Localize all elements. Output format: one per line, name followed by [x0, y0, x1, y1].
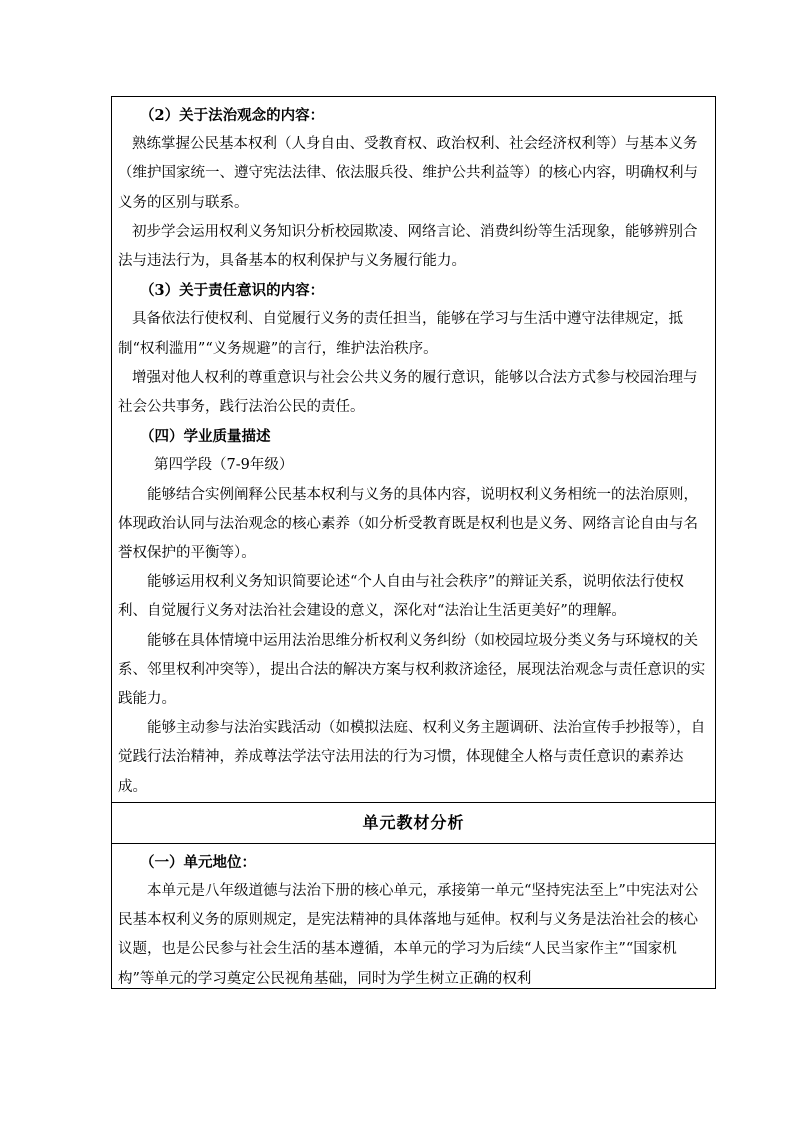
section-title: 单元教材分析 — [112, 802, 715, 843]
paragraph: 熟练掌握公民基本权利（人身自由、受教育权、政治权利、社会经济权利等）与基本义务（维护国家统一、遵守宪法法律、依法服兵役、维护公共利益等）的核心内容，明确权利与义务的区别与联系。 — [118, 136, 698, 211]
heading-legal-concept: （2）关于法治观念的内容： — [140, 107, 325, 124]
paragraph: 能够主动参与法治实践活动（如模拟法庭、权利义务主题调研、法治宣传手抄报等），自觉践行法治精神，养成尊法学法守法用法的行为习惯，体现健全人格与责任意识的素养达成。 — [118, 720, 706, 795]
document-table — [111, 96, 716, 989]
paragraph: 能够结合实例阐释公民基本权利与义务的具体内容，说明权利义务相统一的法治原则，体现政治认同与法治观念的核心素养（如分析受教育既是权利也是义务、网络言论自由与名誉权保护的平衡等）。 — [118, 486, 698, 562]
heading-responsibility: （3）关于责任意识的内容： — [140, 282, 325, 300]
paragraph: 能够在具体情境中运用法治思维分析权利义务纠纷（如校园垃圾分类义务与环境权的关系、邻里权利冲突等），提出合法的解决方案与权利救济途径，展现法治观念与责任意识的实践能力。 — [118, 632, 706, 708]
heading-unit-position: （一）单元地位： — [140, 853, 256, 871]
paragraph: 能够运用权利义务知识简要论述“个人自由与社会秩序”的辩证关系，说明依法行使权利、自觉履行义务对法治社会建设的意义，深化对“法治让生活更美好”的理解。 — [118, 574, 684, 620]
paragraph: 增强对他人权利的尊重意识与社会公共义务的履行意识，能够以合法方式参与校园治理与社会公共事务，践行法治公民的责任。 — [118, 369, 698, 416]
paragraph: 具备依法行使权利、自觉履行义务的责任担当，能够在学习与生活中遵守法律规定，抵制“权利滥用”“义务规避”的言行，维护法治秩序。 — [118, 311, 683, 357]
content-cell — [112, 97, 715, 802]
paragraph: 本单元是八年级道德与法治下册的核心单元，承接第一单元“坚持宪法至上”中宪法对公民基本权利义务的原则规定，是宪法精神的具体落地与延伸。权利与义务是法治社会的核心议题，也是公民参与社会生活的基本遵循，本单元的学习为后续“人民当家作主”“国家机构”等单元的学习奠定公民视角基础，同时为学生树立正确的权利 — [118, 883, 699, 987]
content-cell — [112, 843, 715, 988]
paragraph: 初步学会运用权利义务知识分析校园欺凌、网络言论、消费纠纷等生活现象，能够辨别合法与违法行为，具备基本的权利保护与义务履行能力。 — [118, 223, 698, 270]
heading-quality-description: （四）学业质量描述 — [140, 428, 271, 446]
stage-label: 第四学段（7-9年级） — [154, 457, 294, 474]
